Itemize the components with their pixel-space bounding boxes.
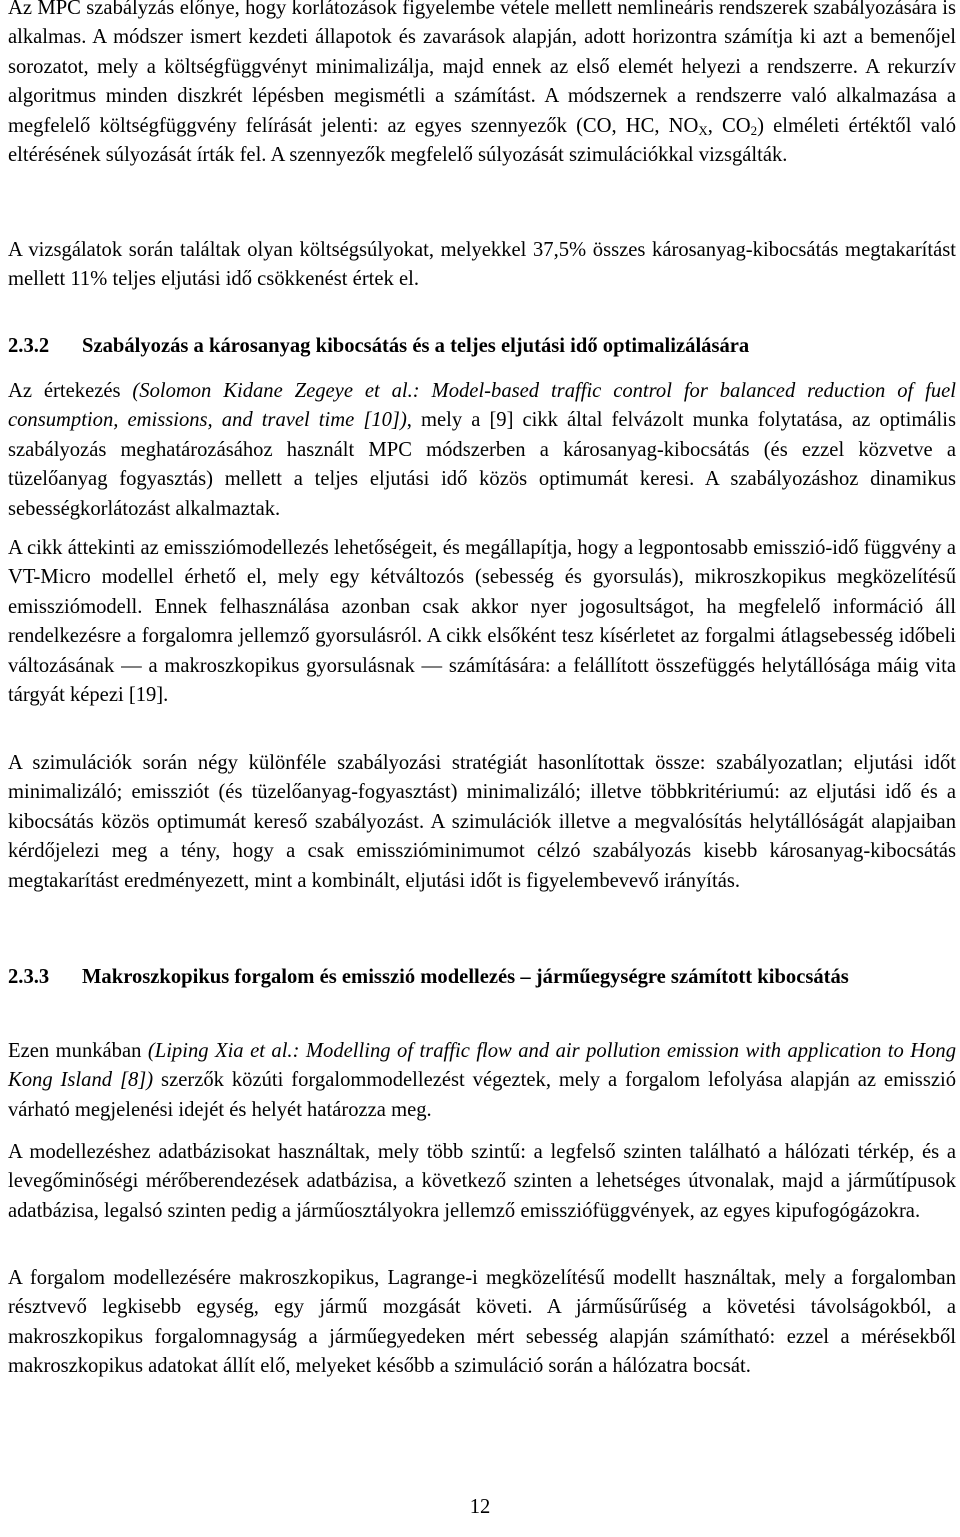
paragraph-text: , mely a [9] cikk által felvázolt munka folytatása, az optimális szabályozás meghatározásához használt MPC módszerben a károsanyag-kibocsátás (és ezzel közvetve a tüzelőanyag fogyasztás) mellett a teljes eljutási idő közös optimumát keresi. A szabályozáshoz dinamikus sebességkorlátozást alkalmaztak. — [8, 409, 956, 520]
citation-italic: (Solomon Kidane Zegeye et al.: Model-based traffic control for balanced reduction of fuel consumption, emissions, and travel time [10]) — [8, 380, 957, 432]
paragraph-xia — [8, 1037, 956, 1125]
paragraph-text: szerzők közúti forgalommodellezést végeztek, mely a forgalom lefolyása alapján az emisszió várható megjelenési idejét és helyét határozza meg. — [8, 1069, 956, 1121]
paragraph-mpc-intro — [8, 0, 956, 170]
section-title: Szabályozás a károsanyag kibocsátás és a teljes eljutási idő optimalizálására — [82, 335, 750, 357]
paragraph-results — [8, 236, 956, 295]
paragraph-text: A vizsgálatok során találtak olyan költségsúlyokat, melyekkel 37,5% összes károsanyag-kibocsátás megtakarítást mellett 11% teljes eljutási idő csökkenést értek el. — [8, 239, 956, 291]
section-title: Makroszkopikus forgalom és emisszió modellezés – járműegységre számított kibocsátás — [82, 966, 849, 988]
subscript: X — [698, 122, 708, 138]
section-heading-2-3-2 — [8, 332, 956, 361]
paragraph-emission-model — [8, 534, 956, 710]
page-number: 12 — [469, 1496, 491, 1518]
paragraph-text: A forgalom modellezésére makroszkopikus, Lagrange-i megközelítésű modellt használtak, mely a forgalomban résztvevő legkisebb egység, egy jármű mozgását követi. A járműsűrűség a követési távolságokból, a makroszkopikus forgalomnagyság a járműegyedeken mért sebesség alapján számítható: ezzel a mérésekből makroszkopikus adatokat állít elő, melyeket később a szimuláció során a hálózatra bocsát. — [8, 1267, 956, 1378]
paragraph-lagrange — [8, 1264, 956, 1382]
paragraph-text: Ezen munkában — [8, 1040, 148, 1062]
paragraph-text: Az értekezés — [8, 380, 133, 402]
paragraph-text: A szimulációk során négy különféle szabályozási stratégiát hasonlítottak össze: szabályozatlan; eljutási időt minimalizáló; emissziót (és tüzelőanyag-fogyasztást) minimalizáló; illetve többkritériumú: az eljutási idő és a kibocsátás közös optimumát kereső szabályozást. A szimulációk illetve a megvalósítás helytállóságát alapjaiban kérdőjelezi meg a tény, hogy a csak emisszióminimumot célzó szabályozás kisebb károsanyag-kibocsátás megtakarítást eredményezett, mint a kombinált, eljutási időt is figyelembevevő irányítás. — [8, 752, 956, 892]
paragraph-text: Az MPC szabályzás előnye, hogy korlátozások figyelembe vétele mellett nemlineáris rendszerek szabályozására is alkalmas. A módszer ismert kezdeti állapotok és zavarások alapján, adott horizontra számítja ki azt a bemenőjel sorozatot, mely a költségfüggvényt minimalizálja, majd ennek az első elemét helyezi a rendszerre. A rekurzív algoritmus minden diszkrét lépésben megismétli a számítást. A módszernek a rendszerre való alkalmazása a megfelelő költségfüggvény felírását jelenti: az egyes szennyezők (CO, HC, NO — [8, 0, 956, 137]
paragraph-zegeye — [8, 377, 956, 524]
citation-italic: (Liping Xia et al.: Modelling of traffic flow and air pollution emission with application to Hong Kong Island [8]) — [8, 1040, 956, 1092]
section-number: 2.3.2 — [8, 335, 50, 357]
section-number: 2.3.3 — [8, 966, 50, 988]
section-heading-2-3-3 — [8, 963, 956, 992]
paragraph-text: A cikk áttekinti az emissziómodellezés lehetőségeit, és megállapítja, hogy a legpontosabb emisszió-idő függvény a VT-Micro modellel érhető el, mely egy kétváltozós (sebesség és gyorsulás), mikroszkopikus megközelítésű emissziómodell. Ennek felhasználása azonban csak akkor nyer jogosultságot, ha megfelelő információ áll rendelkezésre a forgalomra jellemző gyorsulásról. A cikk elsőként tesz kísérletet az forgalmi átlagsebesség időbeli változásának — a makroszkopikus gyorsulásnak — számítására: a felállított összefüggés helytállósága máig vita tárgyát képezi [19]. — [8, 537, 956, 707]
paragraph-simulations — [8, 749, 956, 896]
subscript: 2 — [750, 122, 758, 138]
paragraph-text: A modellezéshez adatbázisokat használtak, mely több szintű: a legfelső szinten található a hálózati térkép, és a levegőminőségi mérőberendezések adatbázisa, a következő szinten a lehetséges útvonalak, majd a járműtípusok adatbázisa, legalsó szinten pedig a járműosztályokra jellemző emissziófüggvények, az egyes kipufogógázokra. — [8, 1141, 956, 1222]
paragraph-databases — [8, 1138, 956, 1226]
paragraph-text: ) elméleti értéktől való eltérésének súlyozását írták fel. A szennyezők megfelelő súlyozását szimulációkkal vizsgálták. — [8, 114, 957, 167]
paragraph-text: , CO — [707, 114, 751, 137]
